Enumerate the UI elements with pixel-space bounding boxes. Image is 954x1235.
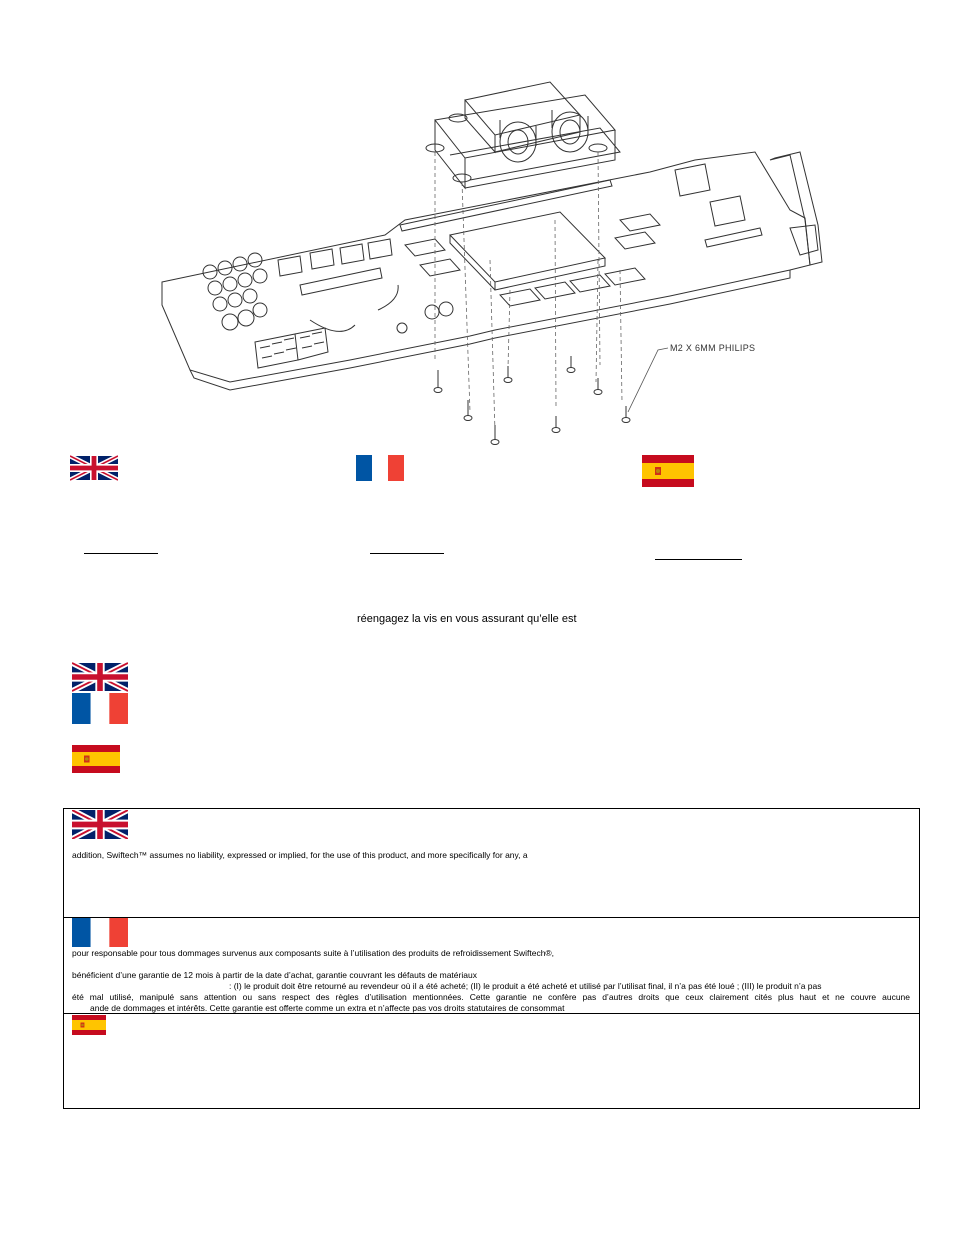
uk-flag-icon: [70, 455, 118, 481]
heading-underline-es: [655, 559, 742, 560]
spain-flag-icon: [72, 745, 120, 773]
spain-flag-icon: [642, 455, 694, 487]
warranty-fr-line-4: été mal utilisé, manipulé sans attention ou sans respect des règles d’utilisation mentionnées. Cette garantie ne confère pas d’autres droits que ceux clairement cités plus haut et ne couvre aucune: [72, 992, 910, 1002]
france-flag-icon: [72, 918, 128, 947]
warranty-fr-line-1: pour responsable pour tous dommages survenus aux composants suite à l’utilisation des produits de refroidissement Swiftech®,: [72, 948, 555, 958]
heading-underline-en: [84, 553, 158, 554]
french-instruction-fragment: réengagez la vis en vous assurant qu’elle est: [357, 613, 577, 625]
uk-flag-icon: [72, 810, 128, 839]
warranty-fr-line-5: ande de dommages et intérêts. Cette garantie est offerte comme un extra et n’affecte pas vos droits statutaires de consommat: [90, 1003, 565, 1013]
screw-callout-label: M2 X 6MM PHILIPS: [670, 343, 756, 353]
warranty-divider-en-fr: [63, 917, 920, 918]
warranty-fr-line-3: : (I) le produit doit être retourné au revendeur où il a été acheté; (II) le produit a été acheté et utilisé par l’utilisat final, il n’a pas été loué ; (III) le produit n’a pas: [229, 981, 822, 991]
heading-underline-fr: [370, 553, 444, 554]
france-flag-icon: [72, 693, 128, 724]
france-flag-icon: [356, 455, 404, 481]
uk-flag-icon: [72, 662, 128, 692]
spain-flag-icon: [72, 1015, 106, 1035]
exploded-assembly-diagram: [150, 60, 830, 455]
warranty-fr-line-2: bénéficient d’une garantie de 12 mois à partir de la date d’achat, garantie couvrant les défauts de matériaux: [72, 970, 477, 980]
warranty-en-text: addition, Swiftech™ assumes no liability, expressed or implied, for the use of this product, and more specifically for any, a: [72, 850, 528, 860]
